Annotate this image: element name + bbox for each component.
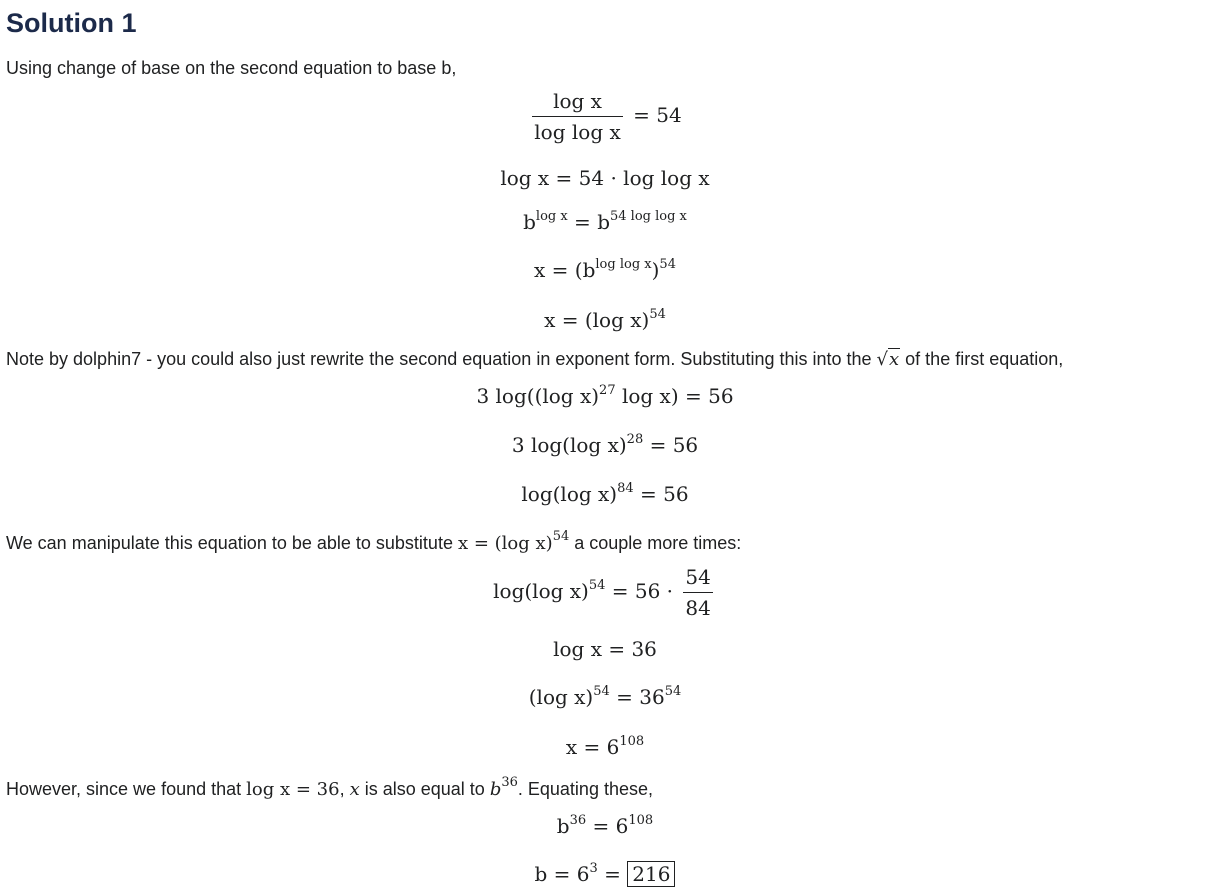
fraction-numerator: log x	[532, 88, 622, 117]
equation-13	[0, 812, 1210, 840]
eq11-exp1: 54	[593, 684, 610, 699]
equation-12	[0, 733, 1210, 761]
manip-math: x = (log x)	[457, 533, 553, 554]
intro-text: Using change of base on the second equation to base b,	[6, 58, 457, 78]
solution-heading: Solution 1	[6, 8, 137, 38]
eq13-exp2: 108	[628, 813, 654, 828]
eq11-b: = 36	[609, 685, 665, 709]
manip-before: We can manipulate this equation to be able to substitute	[6, 533, 458, 553]
equation-10: log x = 36	[553, 637, 657, 661]
however-text	[6, 777, 653, 802]
equation-9	[0, 564, 1210, 621]
eq9-exp: 54	[588, 578, 606, 593]
eq3-rhs-base: b	[597, 210, 610, 234]
eq8-b: = 56	[633, 482, 689, 506]
eq3-lhs-exp: log x	[535, 209, 568, 224]
eq7-exp: 28	[626, 432, 644, 447]
eq8-exp: 84	[617, 481, 634, 496]
eq9-a: log(log x)	[493, 579, 589, 603]
equation-4	[0, 256, 1210, 284]
equation-3	[0, 208, 1210, 236]
eq7-a: 3 log(log x)	[511, 433, 627, 457]
fraction-log-ratio	[532, 88, 622, 145]
eq4-outer-exp: 54	[659, 257, 676, 272]
eq6-a: 3 log((log x)	[476, 384, 600, 408]
eq11-a: (log x)	[528, 685, 594, 709]
eq14-a: b = 6	[534, 862, 590, 886]
eq13-b: = 6	[586, 814, 629, 838]
manip-after: a couple more times:	[569, 533, 742, 553]
manip-exp: 54	[552, 529, 570, 544]
equation-5	[0, 306, 1210, 334]
eq13-a: b	[556, 814, 570, 838]
equation-14	[0, 860, 1210, 888]
eq14-b: =	[597, 862, 628, 886]
equation-1-rhs: = 54	[633, 103, 682, 127]
eq12-a: x = 6	[565, 735, 620, 759]
eq14-exp: 3	[589, 861, 598, 876]
note-before: Note by dolphin7 - you could also just rewrite the second equation in exponent form. Substituting this into the	[6, 349, 877, 369]
eq4-lhs: x = (b	[534, 258, 596, 282]
eq8-a: log(log x)	[521, 482, 618, 506]
note-text	[6, 347, 1063, 372]
however-comma: ,	[339, 779, 350, 799]
equation-2: log x = 54 · log log x	[500, 166, 710, 190]
fraction-denominator: log log x	[534, 120, 621, 144]
sqrt-symbol: √	[876, 349, 889, 370]
sqrt-x	[877, 348, 901, 370]
eq3-equals: =	[567, 210, 598, 234]
eq11-exp2: 54	[664, 684, 682, 699]
however-math3: b	[489, 779, 502, 800]
eq5-exp: 54	[649, 307, 666, 322]
however-after: . Equating these,	[517, 779, 653, 799]
equation-7	[0, 431, 1210, 459]
however-math2: x	[349, 779, 360, 800]
however-exp: 36	[501, 775, 518, 790]
fraction-numerator: 54	[683, 564, 712, 593]
eq6-exp: 27	[599, 383, 616, 398]
eq4-close: )	[651, 258, 660, 282]
fraction-denominator: 84	[685, 596, 711, 620]
however-mid: is also equal to	[359, 779, 490, 799]
equation-8	[0, 480, 1210, 508]
note-after: of the first equation,	[900, 349, 1064, 369]
equation-6	[0, 382, 1210, 410]
equation-1	[0, 88, 1210, 145]
final-answer-box: 216	[627, 861, 675, 887]
eq7-b: = 56	[643, 433, 699, 457]
however-math1: log x = 36	[246, 779, 340, 800]
sqrt-arg: x	[889, 349, 900, 370]
eq4-inner-exp: log log x	[595, 257, 652, 272]
manipulate-text	[6, 531, 741, 556]
eq3-rhs-exp: 54 log log x	[610, 209, 687, 224]
however-before: However, since we found that	[6, 779, 247, 799]
eq9-b: = 56 ·	[605, 579, 680, 603]
fraction-54-84	[683, 564, 712, 621]
eq6-b: log x) = 56	[615, 384, 734, 408]
equation-11	[0, 683, 1210, 711]
eq5-text: x = (log x)	[544, 308, 650, 332]
eq12-exp: 108	[619, 734, 645, 749]
eq3-lhs-base: b	[523, 210, 536, 234]
eq13-exp1: 36	[569, 813, 587, 828]
